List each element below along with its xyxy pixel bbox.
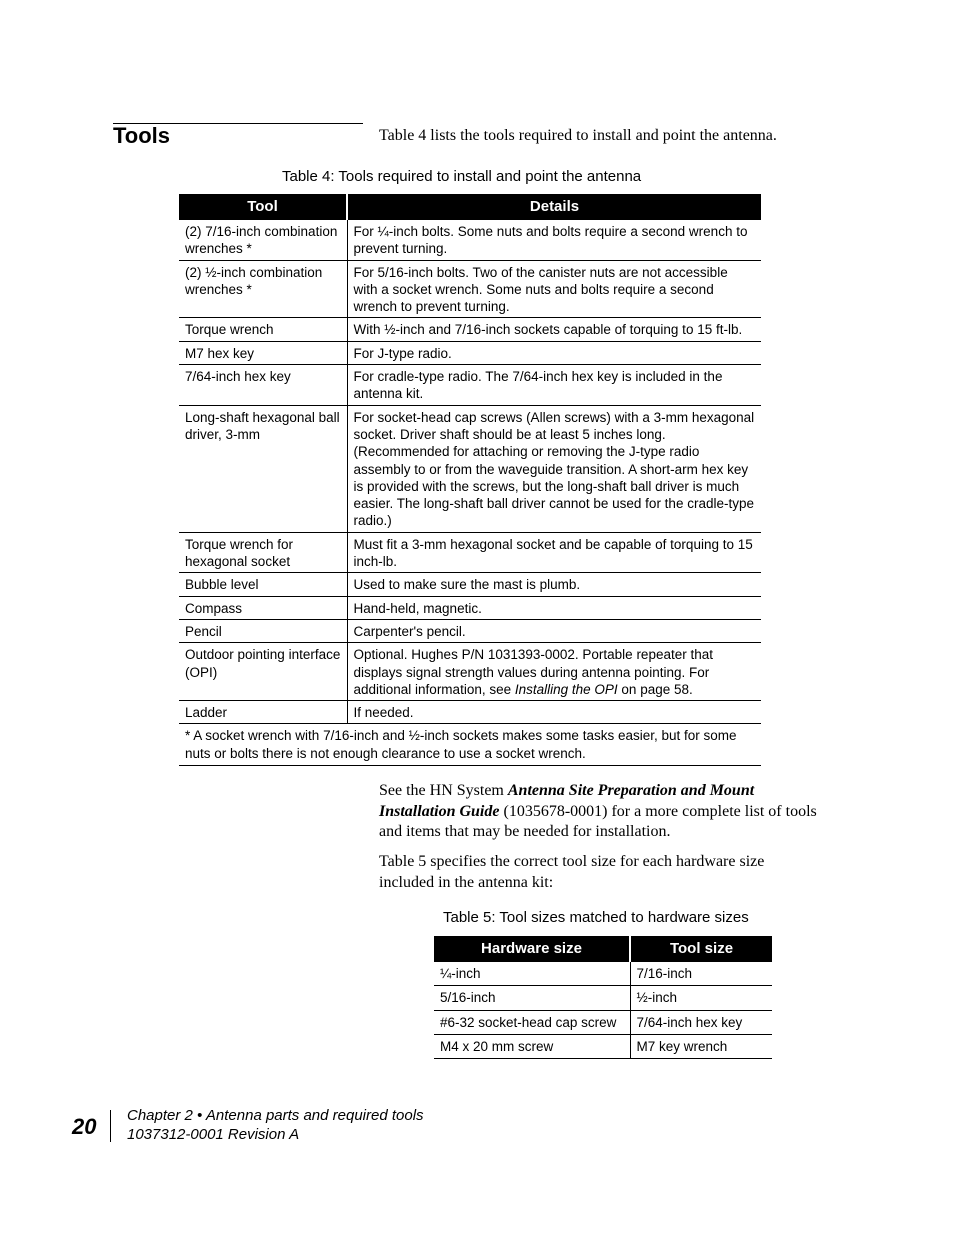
hardware-size-cell: M4 x 20 mm screw bbox=[434, 1034, 630, 1058]
table-row bbox=[179, 260, 761, 318]
details-cell: Carpenter's pencil. bbox=[347, 619, 761, 642]
column-header-hardware-size: Hardware size bbox=[434, 936, 630, 962]
table5-caption: Table 5: Tool sizes matched to hardware sizes bbox=[443, 909, 749, 926]
table4-caption: Table 4: Tools required to install and point the antenna bbox=[282, 168, 642, 185]
tool-size-cell: M7 key wrench bbox=[630, 1034, 772, 1058]
details-cell: For J-type radio. bbox=[347, 341, 761, 364]
column-header-details: Details bbox=[347, 194, 761, 220]
section-heading: Tools bbox=[113, 123, 171, 148]
paragraph-text: (1035678-0001) for a more complete list of tools and items that may be needed for installation. bbox=[379, 802, 817, 840]
table-footnote-row bbox=[179, 724, 761, 766]
table-row bbox=[179, 220, 761, 260]
table-row bbox=[179, 365, 761, 406]
page-number: 20 bbox=[72, 1114, 97, 1139]
table-row bbox=[179, 532, 761, 573]
table-row bbox=[434, 986, 772, 1010]
tools-table bbox=[179, 194, 761, 766]
tool-cell: Compass bbox=[179, 596, 347, 619]
table-row bbox=[179, 318, 761, 341]
table-footnote: * A socket wrench with 7/16-inch and ½-inch sockets makes some tasks easier, but for some nuts or bolts there is not enough clearance to use a socket wrench. bbox=[179, 724, 761, 766]
tool-cell: Outdoor pointing interface (OPI) bbox=[179, 643, 347, 701]
tool-cell: Torque wrench for hexagonal socket bbox=[179, 532, 347, 573]
details-cell: If needed. bbox=[347, 701, 761, 724]
table-row bbox=[434, 1010, 772, 1034]
tool-cell: Bubble level bbox=[179, 573, 347, 596]
guide-title: Antenna Site Preparation and Mount Installation Guide bbox=[379, 782, 755, 820]
tool-cell: (2) ½-inch combination wrenches * bbox=[179, 260, 347, 318]
table-row bbox=[179, 619, 761, 642]
footer-divider bbox=[110, 1110, 111, 1142]
details-text: Optional. Hughes P/N 1031393-0002. Portable repeater that displays signal strength values during antenna pointing. For additional information, see bbox=[353, 647, 713, 697]
tool-cell: 7/64-inch hex key bbox=[179, 365, 347, 406]
paragraph-text: See the HN System bbox=[379, 782, 508, 799]
hardware-size-cell: 5/16-inch bbox=[434, 986, 630, 1010]
tool-cell: Ladder bbox=[179, 701, 347, 724]
intro-paragraph: Table 4 lists the tools required to install and point the antenna. bbox=[379, 127, 777, 144]
table-row bbox=[179, 596, 761, 619]
table-header-row bbox=[434, 936, 772, 962]
details-cell: For 5/16-inch bolts. Two of the canister nuts are not accessible with a socket wrench. Some nuts and bolts require a second wrench to prevent turning. bbox=[347, 260, 761, 318]
tool-cell: M7 hex key bbox=[179, 341, 347, 364]
column-header-tool: Tool bbox=[179, 194, 347, 220]
details-cell: For cradle-type radio. The 7/64-inch hex key is included in the antenna kit. bbox=[347, 365, 761, 406]
hardware-size-cell: ¼-inch bbox=[434, 962, 630, 986]
tool-size-cell: ½-inch bbox=[630, 986, 772, 1010]
reference-paragraph bbox=[379, 781, 819, 843]
footer-chapter: Chapter 2 • Antenna parts and required tools bbox=[127, 1107, 424, 1124]
hardware-size-cell: #6-32 socket-head cap screw bbox=[434, 1010, 630, 1034]
details-cell bbox=[347, 643, 761, 701]
details-cell: Must fit a 3-mm hexagonal socket and be capable of torquing to 15 inch-lb. bbox=[347, 532, 761, 573]
table-row bbox=[434, 962, 772, 986]
running-footer bbox=[127, 1106, 424, 1144]
cross-reference-link[interactable]: Installing the OPI bbox=[514, 681, 618, 697]
tool-cell: Torque wrench bbox=[179, 318, 347, 341]
details-text: on page 58. bbox=[617, 681, 693, 697]
table-row bbox=[434, 1034, 772, 1058]
table-row bbox=[179, 643, 761, 701]
details-cell: For socket-head cap screws (Allen screws) with a 3-mm hexagonal socket. Driver shaft should be at least 5 inches long. (Recommended for attaching or removing the J-type radio assembly to or from the waveguide transition. A short-arm hex key is provided with the screws, but the long-shaft ball driver is much easier. The long-shaft ball driver cannot be used for the cradle-type radio.) bbox=[347, 405, 761, 532]
table-row bbox=[179, 405, 761, 532]
table-row bbox=[179, 341, 761, 364]
table5-intro-paragraph: Table 5 specifies the correct tool size for each hardware size included in the antenna kit: bbox=[379, 853, 765, 891]
footer-document-id: 1037312-0001 Revision A bbox=[127, 1126, 300, 1143]
tool-cell: Pencil bbox=[179, 619, 347, 642]
table-row bbox=[179, 573, 761, 596]
details-cell: Hand-held, magnetic. bbox=[347, 596, 761, 619]
table-row bbox=[179, 701, 761, 724]
tool-cell: Long-shaft hexagonal ball driver, 3-mm bbox=[179, 405, 347, 532]
column-header-tool-size: Tool size bbox=[630, 936, 772, 962]
tool-size-cell: 7/16-inch bbox=[630, 962, 772, 986]
details-cell: Used to make sure the mast is plumb. bbox=[347, 573, 761, 596]
tool-sizes-table bbox=[434, 936, 772, 1059]
tool-size-cell: 7/64-inch hex key bbox=[630, 1010, 772, 1034]
details-cell: With ½-inch and 7/16-inch sockets capable of torquing to 15 ft-lb. bbox=[347, 318, 761, 341]
tool-cell: (2) 7/16-inch combination wrenches * bbox=[179, 220, 347, 260]
details-cell: For ¼-inch bolts. Some nuts and bolts require a second wrench to prevent turning. bbox=[347, 220, 761, 260]
table-header-row bbox=[179, 194, 761, 220]
